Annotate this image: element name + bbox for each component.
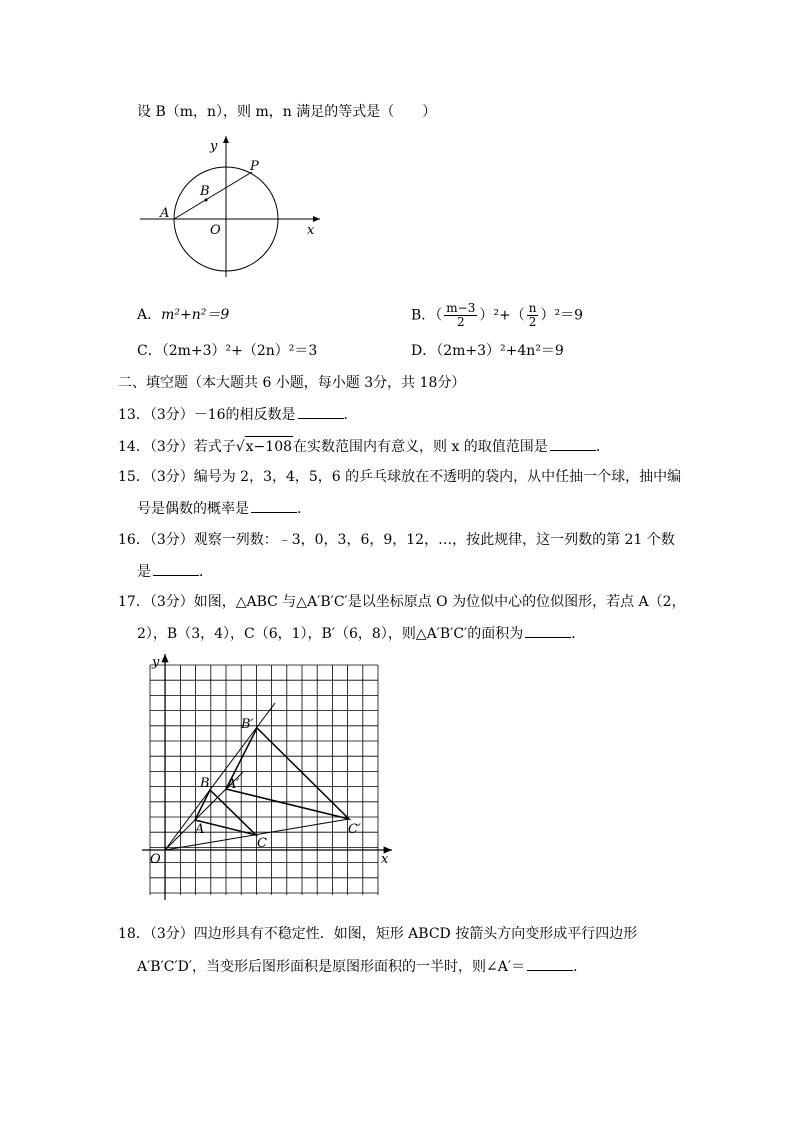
label-x: x xyxy=(381,852,389,867)
triangle-a1b1c1 xyxy=(226,728,349,819)
label-b: B xyxy=(200,184,210,199)
option-c xyxy=(137,341,317,361)
q14-prefix: 14．（3分）若式子 xyxy=(118,439,236,455)
q17-line2-text: 2），B（3，4），C（6，1），B′（6，8），则△A′B′C′的面积为 xyxy=(137,626,524,642)
q15-line1: 15．（3分）编号为 2，3，4，5，6 的乒乓球放在不透明的袋内，从中任抽一个球，抽中编 xyxy=(118,469,682,485)
label-c: C xyxy=(257,836,267,851)
q13-text: 13．（3分）－16的相反数是 xyxy=(118,407,296,423)
q16-line2 xyxy=(137,561,213,582)
frac2-num: n xyxy=(528,301,537,315)
q18-line1: 18．（3分）四边形具有不稳定性．如图，矩形 ABCD 按箭头方向变形成平行四边形 xyxy=(118,926,638,942)
option-b-frac1 xyxy=(444,302,477,329)
sqrt-radicand: x−108 xyxy=(245,436,293,457)
q13-end: ． xyxy=(343,407,358,423)
q18-end: ． xyxy=(573,959,588,975)
option-d xyxy=(411,341,564,361)
frac2-den: 2 xyxy=(528,315,537,329)
q15-line2-text: 号是偶数的概率是 xyxy=(137,501,249,517)
option-b-p3: ）²＝9 xyxy=(540,307,583,324)
label-a: A xyxy=(160,206,170,221)
option-b xyxy=(411,302,583,332)
label-b: B xyxy=(200,776,210,791)
option-b-frac2 xyxy=(527,302,539,329)
label-c-prime: C′ xyxy=(348,822,361,837)
grid-figure xyxy=(130,650,400,905)
segment-ap xyxy=(174,172,252,219)
label-y: y xyxy=(210,139,218,154)
frac1-den: 2 xyxy=(457,315,465,329)
q17-end: ． xyxy=(571,626,586,642)
label-a-prime: A′ xyxy=(227,777,240,792)
q13 xyxy=(118,404,358,425)
option-c-label: C． xyxy=(137,343,162,359)
section-title: 二、填空题（本大题共 6 小题，每小题 3分，共 18分） xyxy=(118,375,466,391)
answer-blank xyxy=(525,623,571,638)
option-b-p2: ）²+（ xyxy=(479,307,525,324)
q18-line2 xyxy=(137,956,587,977)
option-b-p1: （ xyxy=(435,307,443,324)
frac1-num: m−3 xyxy=(446,301,476,315)
q16-line2-text: 是 xyxy=(137,564,151,580)
option-a xyxy=(137,305,229,325)
option-a-expr: m²+n²＝9 xyxy=(161,307,230,323)
q15-end: ． xyxy=(297,501,311,517)
label-p: P xyxy=(250,159,259,174)
label-o: O xyxy=(210,223,221,238)
answer-blank xyxy=(251,498,297,513)
q15-line2 xyxy=(137,498,311,519)
grid-lines xyxy=(150,665,378,895)
q18-line2-text: A′B′C′D′，当变形后图形面积是原图形面积的一半时，则∠A′＝ xyxy=(137,959,526,975)
label-y: y xyxy=(152,655,160,670)
sqrt-sign: √ xyxy=(235,439,245,455)
q12-text: 设 B（m，n），则 m，n 满足的等式是（ ） xyxy=(137,104,437,120)
label-b-prime: B′ xyxy=(241,717,254,732)
q16-line1: 16．（3分）观察一列数：﹣3，0，3，6，9，12，…，按此规律，这一列数的第 21 个数 xyxy=(118,532,675,548)
q17-line2 xyxy=(137,623,585,644)
option-d-expr: （2m+3）²+4n²＝9 xyxy=(436,343,564,359)
label-x: x xyxy=(307,223,315,238)
q14-end: ． xyxy=(595,439,610,455)
option-a-label: A． xyxy=(137,307,162,323)
answer-blank xyxy=(527,956,573,971)
option-c-expr: （2m+3）²+（2n）²＝3 xyxy=(161,343,318,359)
option-d-label: D． xyxy=(411,343,437,359)
q14 xyxy=(118,436,610,457)
option-b-label: B． xyxy=(411,307,436,324)
q17-line1: 17．（3分）如图，△ABC 与△A′B′C′是以坐标原点 O 为位似中心的位似图形，若点 A（2， xyxy=(118,594,686,610)
answer-blank xyxy=(298,404,344,419)
answer-blank xyxy=(550,436,596,451)
ray-ob xyxy=(165,703,275,850)
label-a: A xyxy=(195,822,205,837)
q16-end: ． xyxy=(199,564,213,580)
answer-blank xyxy=(153,561,199,576)
label-o: O xyxy=(150,852,161,867)
q14-suffix: 在实数范围内有意义，则 x 的取值范围是 xyxy=(293,439,548,455)
circle-coordinate-figure xyxy=(140,132,330,277)
